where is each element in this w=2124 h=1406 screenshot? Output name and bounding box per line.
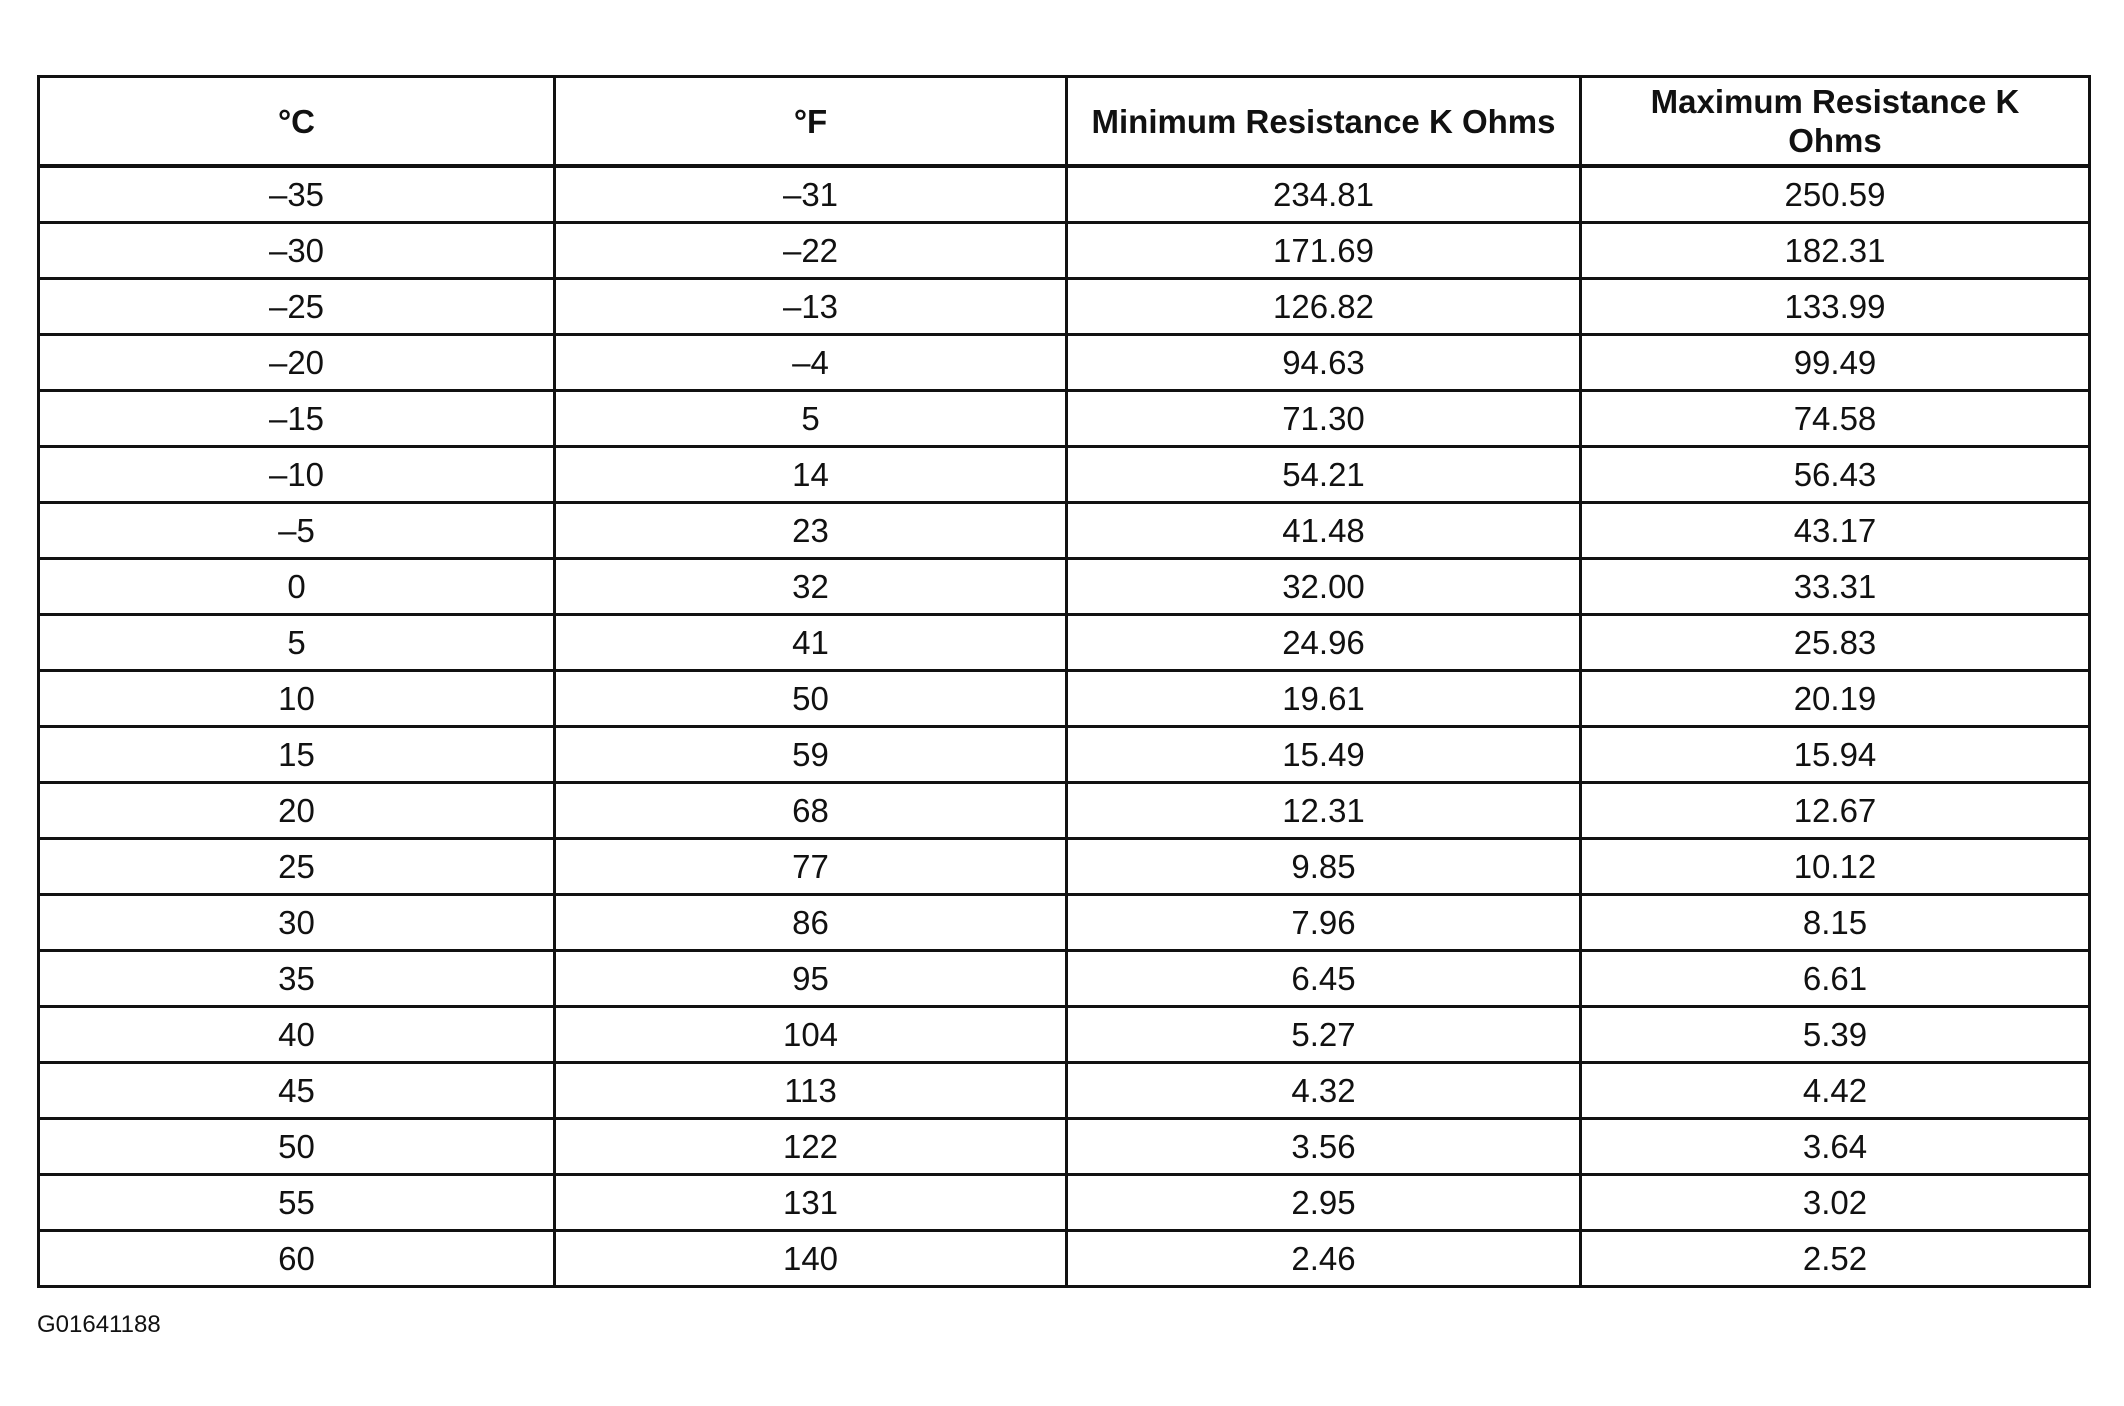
cell-celsius: 55 bbox=[39, 1175, 555, 1231]
cell-max-resistance: 133.99 bbox=[1581, 279, 2090, 335]
cell-max-resistance: 43.17 bbox=[1581, 503, 2090, 559]
table-row bbox=[39, 223, 2090, 279]
cell-max-resistance: 99.49 bbox=[1581, 335, 2090, 391]
table-row bbox=[39, 447, 2090, 503]
table-row bbox=[39, 1007, 2090, 1063]
cell-fahrenheit: 41 bbox=[555, 615, 1067, 671]
cell-fahrenheit: 14 bbox=[555, 447, 1067, 503]
header-max-resistance: Maximum Resistance K Ohms bbox=[1581, 77, 2090, 167]
table-row bbox=[39, 1119, 2090, 1175]
cell-fahrenheit: 5 bbox=[555, 391, 1067, 447]
table-row bbox=[39, 951, 2090, 1007]
cell-min-resistance: 6.45 bbox=[1067, 951, 1581, 1007]
cell-celsius: –30 bbox=[39, 223, 555, 279]
cell-max-resistance: 20.19 bbox=[1581, 671, 2090, 727]
cell-min-resistance: 71.30 bbox=[1067, 391, 1581, 447]
cell-fahrenheit: 95 bbox=[555, 951, 1067, 1007]
cell-fahrenheit: 68 bbox=[555, 783, 1067, 839]
cell-min-resistance: 32.00 bbox=[1067, 559, 1581, 615]
cell-max-resistance: 74.58 bbox=[1581, 391, 2090, 447]
cell-celsius: –20 bbox=[39, 335, 555, 391]
cell-celsius: 60 bbox=[39, 1231, 555, 1287]
cell-fahrenheit: 131 bbox=[555, 1175, 1067, 1231]
figure-id: G01641188 bbox=[37, 1311, 161, 1338]
table-row bbox=[39, 166, 2090, 223]
cell-fahrenheit: 59 bbox=[555, 727, 1067, 783]
cell-max-resistance: 8.15 bbox=[1581, 895, 2090, 951]
cell-min-resistance: 3.56 bbox=[1067, 1119, 1581, 1175]
table-row bbox=[39, 503, 2090, 559]
cell-min-resistance: 19.61 bbox=[1067, 671, 1581, 727]
cell-max-resistance: 33.31 bbox=[1581, 559, 2090, 615]
cell-min-resistance: 5.27 bbox=[1067, 1007, 1581, 1063]
cell-fahrenheit: 140 bbox=[555, 1231, 1067, 1287]
cell-celsius: –25 bbox=[39, 279, 555, 335]
cell-celsius: 30 bbox=[39, 895, 555, 951]
cell-max-resistance: 12.67 bbox=[1581, 783, 2090, 839]
table-row bbox=[39, 1063, 2090, 1119]
cell-max-resistance: 56.43 bbox=[1581, 447, 2090, 503]
cell-max-resistance: 6.61 bbox=[1581, 951, 2090, 1007]
cell-celsius: –35 bbox=[39, 166, 555, 223]
cell-fahrenheit: –22 bbox=[555, 223, 1067, 279]
cell-min-resistance: 15.49 bbox=[1067, 727, 1581, 783]
cell-min-resistance: 24.96 bbox=[1067, 615, 1581, 671]
header-min-resistance: Minimum Resistance K Ohms bbox=[1067, 77, 1581, 167]
table-row bbox=[39, 615, 2090, 671]
table-row bbox=[39, 783, 2090, 839]
cell-fahrenheit: 122 bbox=[555, 1119, 1067, 1175]
table-row bbox=[39, 559, 2090, 615]
table-row bbox=[39, 1175, 2090, 1231]
cell-fahrenheit: 113 bbox=[555, 1063, 1067, 1119]
cell-min-resistance: 7.96 bbox=[1067, 895, 1581, 951]
cell-min-resistance: 2.95 bbox=[1067, 1175, 1581, 1231]
cell-fahrenheit: 50 bbox=[555, 671, 1067, 727]
cell-fahrenheit: 86 bbox=[555, 895, 1067, 951]
cell-min-resistance: 4.32 bbox=[1067, 1063, 1581, 1119]
table-row bbox=[39, 335, 2090, 391]
cell-celsius: 25 bbox=[39, 839, 555, 895]
cell-celsius: 50 bbox=[39, 1119, 555, 1175]
cell-fahrenheit: –13 bbox=[555, 279, 1067, 335]
cell-max-resistance: 250.59 bbox=[1581, 166, 2090, 223]
cell-celsius: 5 bbox=[39, 615, 555, 671]
header-row bbox=[39, 77, 2090, 167]
cell-min-resistance: 12.31 bbox=[1067, 783, 1581, 839]
cell-celsius: 40 bbox=[39, 1007, 555, 1063]
cell-min-resistance: 9.85 bbox=[1067, 839, 1581, 895]
cell-min-resistance: 41.48 bbox=[1067, 503, 1581, 559]
cell-max-resistance: 3.02 bbox=[1581, 1175, 2090, 1231]
table-row bbox=[39, 839, 2090, 895]
cell-min-resistance: 234.81 bbox=[1067, 166, 1581, 223]
header-fahrenheit: °F bbox=[555, 77, 1067, 167]
cell-max-resistance: 182.31 bbox=[1581, 223, 2090, 279]
table-header bbox=[39, 77, 2090, 167]
cell-max-resistance: 4.42 bbox=[1581, 1063, 2090, 1119]
table-row bbox=[39, 279, 2090, 335]
cell-fahrenheit: –31 bbox=[555, 166, 1067, 223]
cell-fahrenheit: 32 bbox=[555, 559, 1067, 615]
cell-celsius: 45 bbox=[39, 1063, 555, 1119]
cell-celsius: –15 bbox=[39, 391, 555, 447]
table-row bbox=[39, 391, 2090, 447]
cell-min-resistance: 54.21 bbox=[1067, 447, 1581, 503]
cell-fahrenheit: 77 bbox=[555, 839, 1067, 895]
table-row bbox=[39, 1231, 2090, 1287]
cell-min-resistance: 171.69 bbox=[1067, 223, 1581, 279]
cell-max-resistance: 3.64 bbox=[1581, 1119, 2090, 1175]
resistance-table bbox=[37, 75, 2091, 1288]
cell-min-resistance: 126.82 bbox=[1067, 279, 1581, 335]
cell-max-resistance: 15.94 bbox=[1581, 727, 2090, 783]
cell-celsius: 20 bbox=[39, 783, 555, 839]
cell-celsius: –10 bbox=[39, 447, 555, 503]
cell-celsius: 35 bbox=[39, 951, 555, 1007]
cell-celsius: 0 bbox=[39, 559, 555, 615]
cell-fahrenheit: 23 bbox=[555, 503, 1067, 559]
cell-max-resistance: 5.39 bbox=[1581, 1007, 2090, 1063]
cell-max-resistance: 25.83 bbox=[1581, 615, 2090, 671]
table-row bbox=[39, 895, 2090, 951]
cell-fahrenheit: –4 bbox=[555, 335, 1067, 391]
table-row bbox=[39, 671, 2090, 727]
cell-max-resistance: 2.52 bbox=[1581, 1231, 2090, 1287]
cell-celsius: 15 bbox=[39, 727, 555, 783]
cell-min-resistance: 2.46 bbox=[1067, 1231, 1581, 1287]
cell-celsius: –5 bbox=[39, 503, 555, 559]
cell-min-resistance: 94.63 bbox=[1067, 335, 1581, 391]
cell-celsius: 10 bbox=[39, 671, 555, 727]
cell-max-resistance: 10.12 bbox=[1581, 839, 2090, 895]
table-body bbox=[39, 166, 2090, 1287]
header-celsius: °C bbox=[39, 77, 555, 167]
cell-fahrenheit: 104 bbox=[555, 1007, 1067, 1063]
table-row bbox=[39, 727, 2090, 783]
